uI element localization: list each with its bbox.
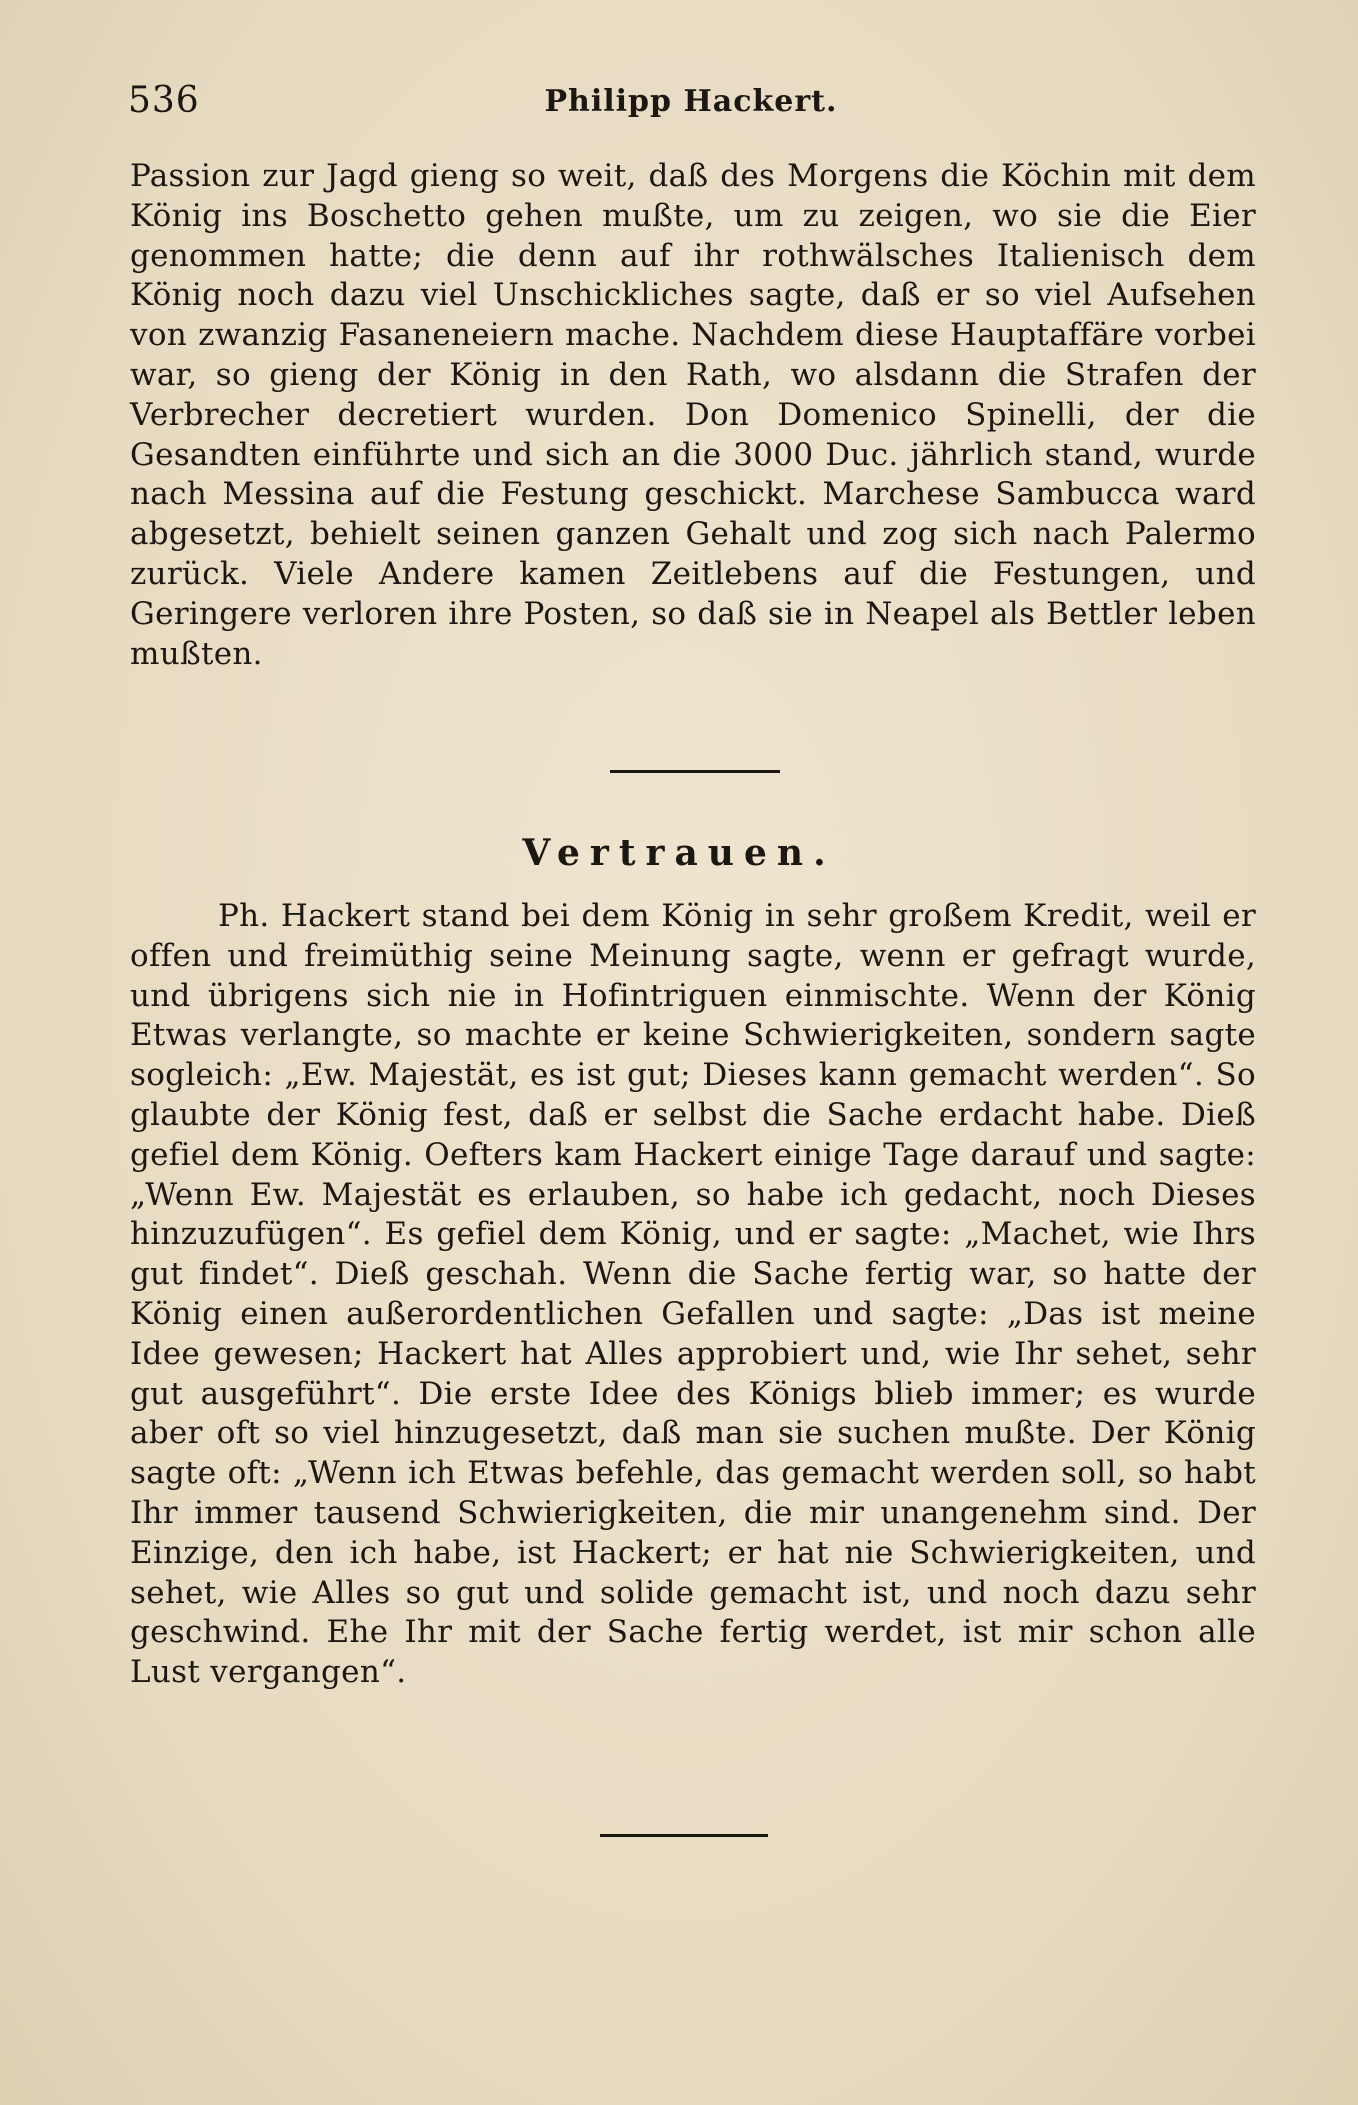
page-number: 536: [128, 80, 200, 121]
section-divider-rule: [610, 770, 780, 773]
running-head: Philipp Hackert.: [544, 84, 838, 119]
paragraph-continuation: Passion zur Jagd gieng so weit, daß des Morgens die Köchin mit dem König ins Boschetto gehen mußte, um zu zeigen, wo sie die Eier genommen hatte; die denn auf ihr rothwälsches Italienisch dem König noch dazu viel Unschickliches sagte, daß er so viel Aufsehen von zwanzig Fasaneneiern mache. Nachdem diese Hauptaffäre vorbei war, so gieng der König in den Rath, wo alsdann die Strafen der Verbrecher decretiert wurden. Don Domenico Spinelli, der die Gesandten einführte und sich an die 3000 Duc. jährlich stand, wurde nach Messina auf die Festung geschickt. Marchese Sambucca ward abgesetzt, behielt seinen ganzen Gehalt und zog sich nach Palermo zurück. Viele Andere kamen Zeitlebens auf die Festungen, und Geringere verloren ihre Posten, so daß sie in Neapel als Bettler leben mußten.: [130, 158, 1256, 672]
paragraph-vertrauen: Ph. Hackert stand bei dem König in sehr großem Kredit, weil er offen und freimüthig seine Meinung sagte, wenn er gefragt wurde, und übrigens sich nie in Hofintriguen einmischte. Wenn der König Etwas verlangte, so machte er keine Schwierigkeiten, sondern sagte sogleich: „Ew. Majestät, es ist gut; Dieses kann gemacht werden“. So glaubte der König fest, daß er selbst die Sache erdacht habe. Dieß gefiel dem König. Oefters kam Hackert einige Tage darauf und sagte: „Wenn Ew. Majestät es erlauben, so habe ich gedacht, noch Dieses hinzuzufügen“. Es gefiel dem König, und er sagte: „Machet, wie Ihrs gut findet“. Dieß geschah. Wenn die Sache fertig war, so hatte der König einen außerordentlichen Gefallen und sagte: „Das ist meine Idee gewesen; Hackert hat Alles approbiert und, wie Ihr sehet, sehr gut ausgeführt“. Die erste Idee des Königs blieb immer; es wurde aber oft so viel hinzugesetzt, daß man sie suchen mußte. Der König sagte oft: „Wenn ich Etwas befehle, das gemacht werden soll, so habt Ihr immer tausend Schwierigkeiten, die mir unangenehm sind. Der Einzige, den ich habe, ist Hackert; er hat nie Schwierigkeiten, und sehet, wie Alles so gut und solide gemacht ist, und noch dazu sehr geschwind. Ehe Ihr mit der Sache fertig werdet, ist mir schon alle Lust vergangen“.: [130, 898, 1256, 1691]
page-header: [128, 80, 1254, 130]
section-title: Vertrauen.: [522, 832, 836, 874]
end-divider-rule: [600, 1834, 768, 1837]
